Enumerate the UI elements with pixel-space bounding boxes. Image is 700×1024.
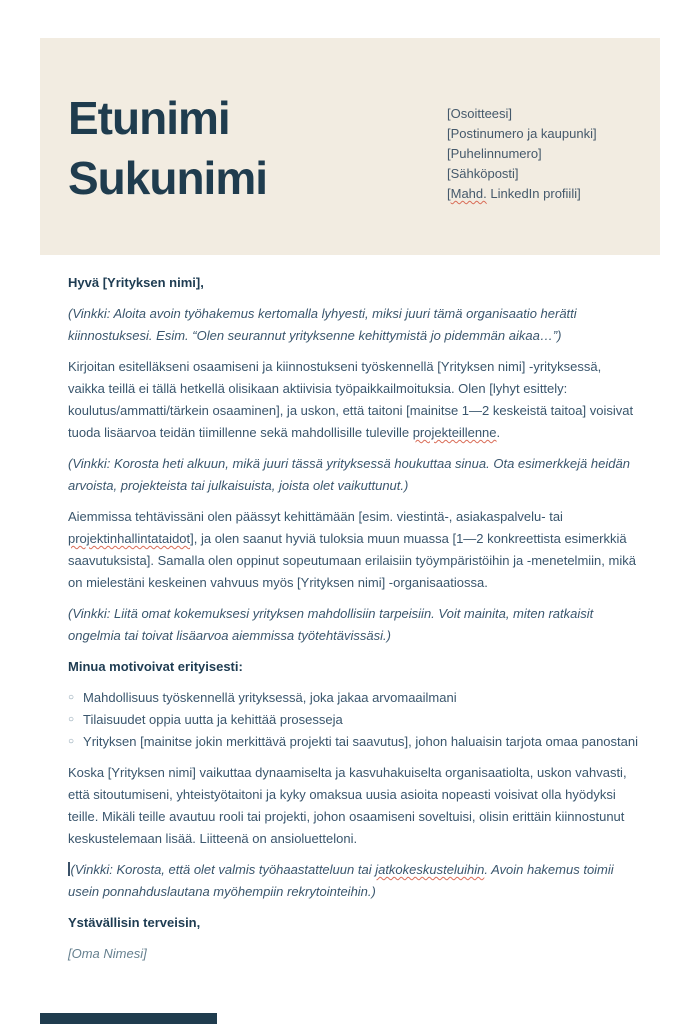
list-item-text: Tilaisuudet oppia uutta ja kehittää prosesseja [83, 712, 343, 727]
misspelled-word: projektinhallintataidot [68, 531, 191, 546]
list-item [68, 731, 638, 753]
misspelled-word: jatkokeskusteluihin [375, 862, 485, 877]
closing-line: Ystävällisin terveisin, [68, 915, 201, 930]
contact-linkedin-post: LinkedIn profiili] [486, 186, 581, 201]
text-cursor [68, 862, 70, 876]
greeting-line: Hyvä [Yrityksen nimi], [68, 275, 204, 290]
contact-address: [Osoitteesi] [447, 106, 513, 121]
bullet-icon: ○ [68, 714, 75, 725]
experience-paragraph-post: ], ja olen saanut hyviä tuloksia muun muassa [1—2 konkreettista esimerkkiä saavutuksista]. Samalla olen oppinut sopeutumaan erilaisiin työympäristöihin ja -menetelmiin, mikä on mielestäni keskeinen vahvuus myös [Yrityksen nimi] -organisaatiossa. [68, 531, 636, 590]
applicant-last-name: Sukunimi [68, 152, 268, 204]
motivations-heading: Minua motivoivat erityisesti: [68, 659, 243, 674]
motivation-list [68, 687, 638, 753]
misspelled-word: Mahd. [450, 186, 487, 201]
applicant-first-name: Etunimi [68, 92, 230, 144]
contact-phone: [Puhelinnumero] [447, 146, 542, 161]
letter-header [40, 38, 660, 255]
tip-paragraph-2: (Vinkki: Korosta heti alkuun, mikä juuri tässä yrityksessä houkuttaa sinua. Ota esimerkkejä heidän arvoista, projekteista tai julkaisuista, joista olet vaikuttunut.) [68, 456, 630, 493]
tip-paragraph-4-pre: (Vinkki: Korosta, että olet valmis työhaastatteluun tai [70, 862, 376, 877]
list-item-text: Yrityksen [mainitse jokin merkittävä projekti tai saavutus], johon haluaisin tarjota omaa panostani [83, 734, 638, 749]
contact-postal-city: [Postinumero ja kaupunki] [447, 126, 597, 141]
tip-paragraph-1: (Vinkki: Aloita avoin työhakemus kertomalla lyhyesti, miksi juuri tämä organisaatio herätti kiinnostuksesi. Esim. “Olen seurannut yrityksenne kehittymistä jo pidemmän aikaa…”) [68, 306, 577, 343]
closing-argument-paragraph: Koska [Yrityksen nimi] vaikuttaa dynaamiselta ja kasvuhakuiselta organisaatiolta, uskon vahvasti, että sitoutumiseni, yhteistyötaitoni ja kyky omaksua uusia asioita nopeasti voisivat olla hyödyksi teille. Mikäli teille avautuu rooli tai projekti, johon osaamiseni soveltuisi, olisin erittäin kiinnostunut keskustelemaan lisää. Liitteenä on ansioluetteloni. [68, 765, 627, 846]
intro-paragraph-post: . [496, 425, 501, 440]
list-item [68, 687, 638, 709]
list-item [68, 709, 638, 731]
intro-paragraph-pre: Kirjoitan esitelläkseni osaamiseni ja kiinnostukseni työskennellä [Yrityksen nimi] -yrityksessä, vaikka teillä ei tällä hetkellä olisikaan aktiivisia työpaikkailmoituksia. Olen [lyhyt esittely: koulutus/ammatti/tärkein osaaminen], ja uskon, että taitoni [mainitse 1—2 keskeistä taitoa] voisivat tuoda lisäarvoa teidän tiimillenne sekä mahdollisille tuleville [68, 359, 634, 440]
intro-paragraph [68, 356, 638, 444]
contact-email: [Sähköposti] [447, 166, 519, 181]
contact-linkedin-pre: [ [447, 186, 451, 201]
experience-paragraph-pre: Aiemmissa tehtävissäni olen päässyt kehittämään [esim. viestintä-, asiakaspalvelu- tai [68, 509, 563, 524]
contact-linkedin [447, 184, 597, 204]
bullet-icon: ○ [68, 736, 75, 747]
tip-paragraph-3: (Vinkki: Liitä omat kokemuksesi yrityksen mahdollisiin tarpeisiin. Voit mainita, miten ratkaisit ongelmia tai toivat lisäarvoa aiemmissa työtehtävissäsi.) [68, 606, 594, 643]
signature-placeholder: [Oma Nimesi] [68, 946, 147, 961]
tip-paragraph-4 [68, 859, 638, 903]
list-item-text: Mahdollisuus työskennellä yrityksessä, joka jakaa arvomaailmani [83, 690, 457, 705]
applicant-name [68, 88, 267, 208]
tip-paragraph-4-post: . Avoin hakemus toimii usein ponnahduslautana myöhempiin rekrytointeihin.) [68, 862, 614, 899]
next-page-edge-bar [40, 1013, 217, 1024]
bullet-icon: ○ [68, 692, 75, 703]
misspelled-word: projekteillenne [412, 425, 497, 440]
letter-body [68, 272, 638, 974]
experience-paragraph [68, 506, 638, 594]
contact-info [447, 104, 597, 204]
